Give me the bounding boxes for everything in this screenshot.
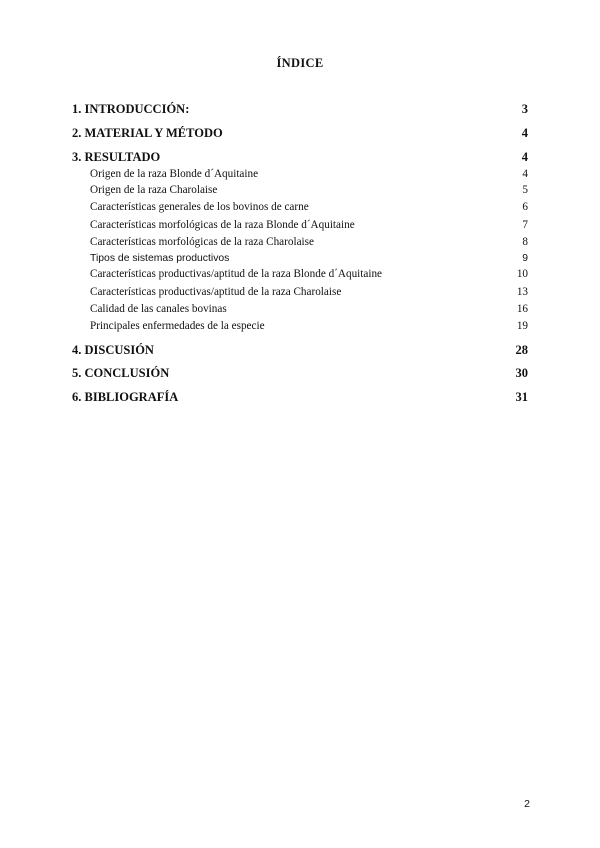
toc-entry-label: Características morfológicas de la raza Charolaise <box>90 236 314 248</box>
toc-entry-label: Características productivas/aptitud de la raza Blonde d´Aquitaine <box>90 268 383 280</box>
toc-subentry[interactable] <box>72 219 528 231</box>
toc-entry-conclusion[interactable] <box>72 366 528 381</box>
toc-entry-page: 8 <box>522 236 528 248</box>
toc-entry-label: 1. INTRODUCCIÓN: <box>72 102 190 116</box>
toc-entry-label: Principales enfermedades de la especie <box>90 320 265 332</box>
toc-entry-label: Características productivas/aptitud de la raza Charolaise <box>90 286 342 298</box>
toc-entry-page: 6 <box>522 201 528 213</box>
toc-entry-bibliografia[interactable] <box>72 390 528 405</box>
toc-subentry[interactable] <box>72 320 528 332</box>
toc-entry-material-metodo[interactable] <box>72 126 528 141</box>
toc-entry-page: 4 <box>521 150 528 164</box>
toc-subentry[interactable] <box>72 268 528 280</box>
toc-entry-resultado[interactable] <box>72 150 528 165</box>
toc-entry-page: 30 <box>515 366 528 380</box>
toc-entry-introduccion[interactable] <box>72 102 528 117</box>
toc-entry-page: 16 <box>516 303 528 315</box>
toc-entry-page: 4 <box>521 126 528 140</box>
toc-entry-label: 2. MATERIAL Y MÉTODO <box>72 126 223 140</box>
toc-entry-label: 6. BIBLIOGRAFÍA <box>72 390 179 404</box>
toc-subentry[interactable] <box>72 184 528 196</box>
toc-entry-label: Origen de la raza Charolaise <box>90 184 218 196</box>
toc-subentry[interactable] <box>72 286 528 298</box>
toc-entry-label: 3. RESULTADO <box>72 150 161 164</box>
toc-entry-page: 31 <box>515 390 528 404</box>
toc-entry-page: 13 <box>516 286 528 298</box>
page-number: 2 <box>524 798 530 810</box>
toc-entry-label: Características generales de los bovinos de carne <box>90 201 309 213</box>
toc-subentry[interactable] <box>72 168 528 180</box>
toc-entry-label: Calidad de las canales bovinas <box>90 303 227 315</box>
toc-entry-discusion[interactable] <box>72 343 528 358</box>
toc-entry-label: Origen de la raza Blonde d´Aquitaine <box>90 168 259 180</box>
toc-entry-page: 9 <box>522 253 528 264</box>
page-title: ÍNDICE <box>276 56 324 70</box>
toc-entry-label: Tipos de sistemas productivos <box>90 253 230 264</box>
toc-entry-label: 5. CONCLUSIÓN <box>72 366 170 380</box>
toc-subentry[interactable] <box>72 303 528 315</box>
toc-subentry[interactable] <box>72 201 528 213</box>
toc-entry-page: 4 <box>522 168 528 180</box>
toc-entry-page: 7 <box>522 219 528 231</box>
toc-subentry[interactable] <box>72 253 528 264</box>
toc-entry-label: Características morfológicas de la raza Blonde d´Aquitaine <box>90 219 355 231</box>
toc-entry-page: 3 <box>521 102 528 116</box>
toc-subentry[interactable] <box>72 236 528 248</box>
toc-entry-page: 19 <box>516 320 528 332</box>
toc-entry-label: 4. DISCUSIÓN <box>72 343 154 357</box>
toc-entry-page: 10 <box>516 268 528 280</box>
toc-entry-page: 28 <box>515 343 528 357</box>
toc-entry-page: 5 <box>522 184 528 196</box>
